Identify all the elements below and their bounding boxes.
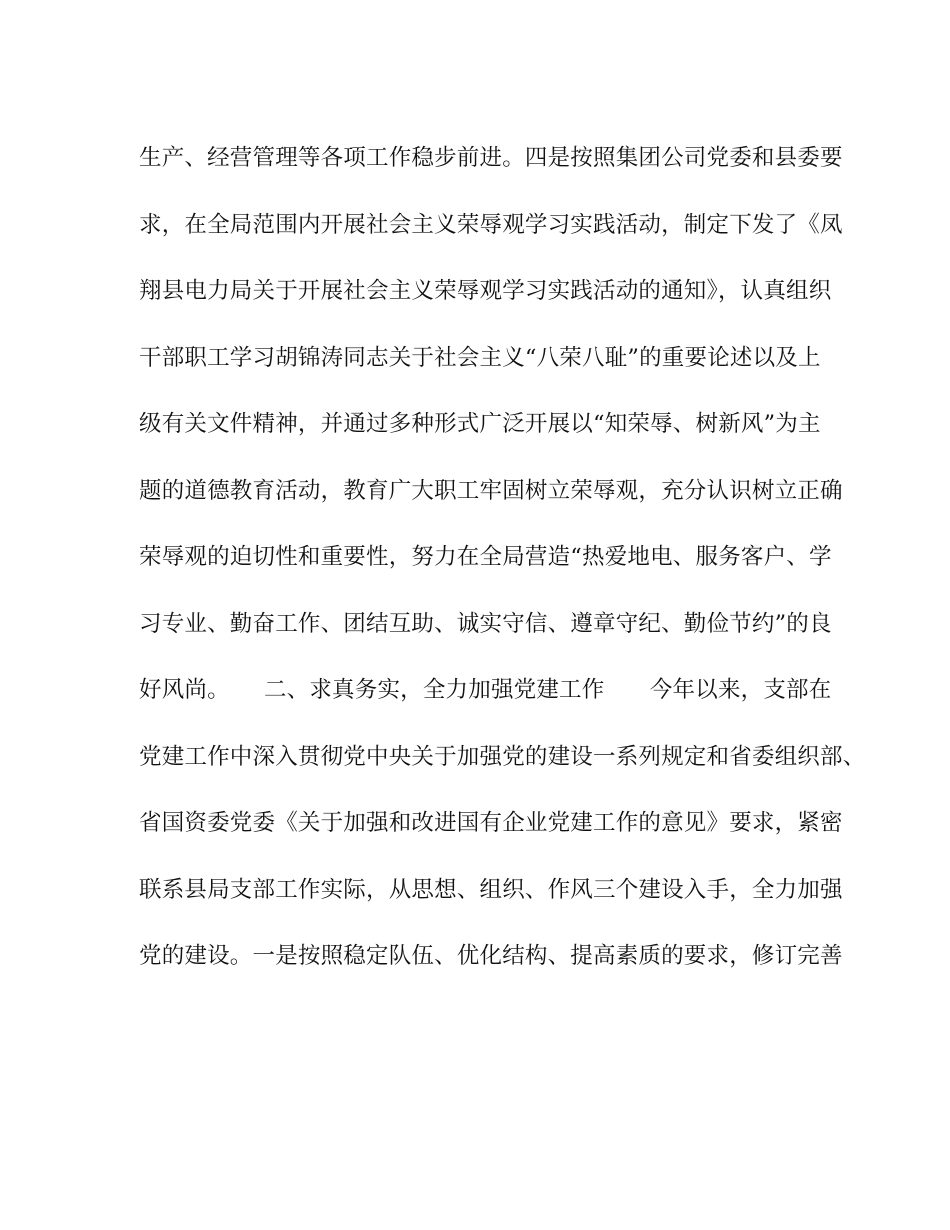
text-line: 翔县电力局关于开展社会主义荣辱观学习实践活动的通知》，认真组织 xyxy=(139,278,832,304)
text-line: 求，在全局范围内开展社会主义荣辱观学习实践活动，制定下发了《凤 xyxy=(139,211,843,238)
text-line: 干部职工学习胡锦涛同志关于社会主义“八荣八耻”的重要论述以及上 xyxy=(139,344,821,371)
text-line: 省国资委党委《关于加强和改进国有企业党建工作的意见》要求，紧密 xyxy=(139,810,843,836)
text-line: 好风尚。 二、求真务实，全力加强党建工作 今年以来，支部在 xyxy=(139,677,832,703)
text-line: 荣辱观的迫切性和重要性，努力在全局营造“热爱地电、服务客户、学 xyxy=(139,544,832,570)
text-line: 级有关文件精神，并通过多种形式广泛开展以“知荣辱、树新风”为主 xyxy=(139,411,821,437)
text-line: 联系县局支部工作实际，从思想、组织、作风三个建设入手，全力加强 xyxy=(139,876,843,903)
text-line: 习专业、勤奋工作、团结互助、诚实守信、遵章守纪、勤俭节约”的良 xyxy=(139,610,832,637)
text-line: 生产、经营管理等各项工作稳步前进。四是按照集团公司党委和县委要 xyxy=(139,145,843,171)
text-line: 题的道德教育活动，教育广大职工牢固树立荣辱观，充分认识树立正确 xyxy=(139,477,843,504)
body-text xyxy=(139,136,866,1001)
text-line: 党建工作中深入贯彻党中央关于加强党的建设一系列规定和省委组织部、 xyxy=(139,743,866,770)
text-line: 党的建设。一是按照稳定队伍、优化结构、提高素质的要求，修订完善 xyxy=(139,943,843,969)
